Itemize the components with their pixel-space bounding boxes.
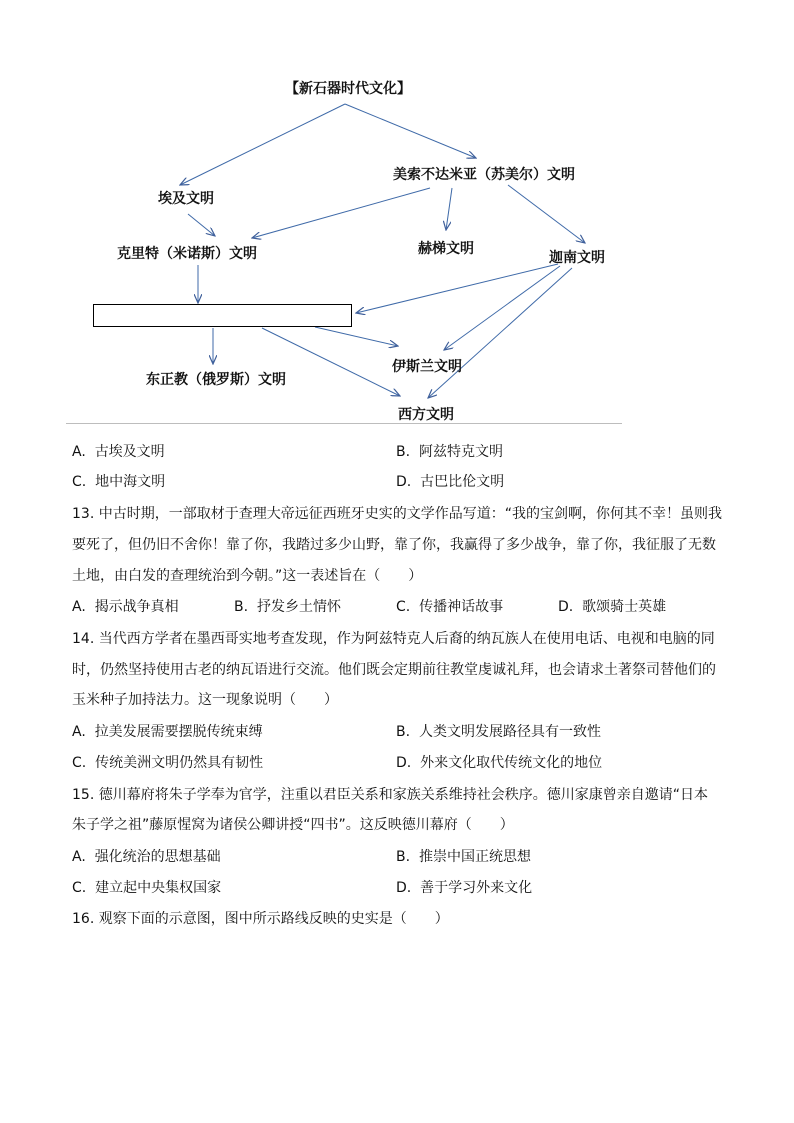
option-text: 歌颂骑士英雄	[582, 599, 667, 615]
option-text: 推崇中国正统思想	[418, 849, 531, 865]
option-text: 传统美洲文明仍然具有韧性	[95, 755, 264, 771]
option-key: B.	[396, 724, 411, 740]
arrow-egypt-crete	[188, 214, 215, 236]
option-key: B.	[396, 444, 411, 460]
q13-option-a[interactable]	[72, 597, 179, 617]
arrow-mesopotamia-hittite	[446, 188, 452, 230]
q12-option-d[interactable]	[396, 472, 504, 492]
arrow-canaan-blank	[356, 264, 558, 313]
arrow-mesopotamia-crete	[252, 188, 430, 238]
option-text: 人类文明发展路径具有一致性	[418, 724, 601, 740]
arrow-mesopotamia-canaan	[508, 185, 585, 243]
diagram-divider	[66, 423, 622, 424]
q15-option-b[interactable]	[396, 847, 531, 867]
q14-option-a[interactable]	[72, 722, 263, 742]
q15-line-2: 朱子学之祖”藤原惺窝为诸侯公卿讲授“四书”。这反映德川幕府（ ）	[72, 817, 514, 833]
q14-option-d[interactable]	[396, 753, 602, 773]
option-text: 古巴比伦文明	[420, 474, 505, 490]
q12-option-a[interactable]	[72, 442, 165, 462]
option-key: C.	[72, 755, 87, 771]
option-text: 揭示战争真相	[94, 599, 179, 615]
option-key: B.	[396, 849, 411, 865]
option-text: 古埃及文明	[94, 444, 165, 460]
arrow-neolithic-mesopotamia	[345, 104, 476, 158]
option-key: D.	[396, 474, 412, 490]
option-text: 阿兹特克文明	[418, 444, 503, 460]
q13-line-2: 要死了，但仍旧不舍你！靠了你，我踏过多少山野，靠了你，我赢得了多少战争，靠了你，我征服了无数	[72, 537, 716, 553]
option-key: B.	[234, 599, 249, 615]
q12-option-b[interactable]	[396, 442, 503, 462]
q13-option-b[interactable]	[234, 597, 341, 617]
q15-line-1: 15. 德川幕府将朱子学奉为官学，注重以君臣关系和家族关系维持社会秩序。德川家康曾亲自邀请“日本	[72, 787, 708, 803]
option-key: D.	[396, 755, 412, 771]
q13-option-d[interactable]	[558, 597, 666, 617]
option-key: C.	[72, 880, 87, 896]
q13-line-3: 土地，由白发的查理统治到今朝。”这一表述旨在（ ）	[72, 568, 423, 584]
q14-line-1: 14. 当代西方学者在墨西哥实地考查发现，作为阿兹特克人后裔的纳瓦族人在使用电话、电视和电脑的同	[72, 631, 715, 647]
arrow-canaan-islam	[444, 266, 560, 350]
option-text: 建立起中央集权国家	[95, 880, 222, 896]
q15-option-a[interactable]	[72, 847, 221, 867]
arrow-neolithic-egypt	[180, 104, 345, 185]
node-neolithic: 【新石器时代文化】	[285, 81, 411, 97]
node-orthodox: 东正教（俄罗斯）文明	[146, 372, 286, 388]
option-key: C.	[396, 599, 411, 615]
node-western: 西方文明	[398, 407, 454, 423]
option-key: A.	[72, 724, 86, 740]
q14-option-b[interactable]	[396, 722, 601, 742]
q16-line-1: 16. 观察下面的示意图，图中所示路线反映的史实是（ ）	[72, 911, 449, 927]
option-key: D.	[396, 880, 412, 896]
node-hittite: 赫梯文明	[418, 241, 474, 257]
node-islam: 伊斯兰文明	[392, 359, 462, 375]
q15-option-d[interactable]	[396, 878, 532, 898]
option-key: A.	[72, 599, 86, 615]
q14-option-c[interactable]	[72, 753, 263, 773]
node-blank-box	[93, 304, 352, 327]
option-key: A.	[72, 444, 86, 460]
arrow-blank-islam	[315, 327, 398, 346]
civilization-diagram	[0, 0, 794, 440]
option-text: 传播神话故事	[419, 599, 504, 615]
option-text: 抒发乡土情怀	[256, 599, 341, 615]
option-key: C.	[72, 474, 87, 490]
q13-option-c[interactable]	[396, 597, 503, 617]
option-text: 强化统治的思想基础	[94, 849, 221, 865]
option-text: 拉美发展需要摆脱传统束缚	[94, 724, 263, 740]
option-text: 外来文化取代传统文化的地位	[420, 755, 603, 771]
q12-option-c[interactable]	[72, 472, 165, 492]
option-key: D.	[558, 599, 574, 615]
q15-option-c[interactable]	[72, 878, 221, 898]
q14-line-2: 时，仍然坚持使用古老的纳瓦语进行交流。他们既会定期前往教堂虔诚礼拜，也会请求土著祭司替他们的	[72, 662, 716, 678]
q13-line-1: 13. 中古时期，一部取材于查理大帝远征西班牙史实的文学作品写道：“我的宝剑啊，你何其不幸！虽则我	[72, 506, 722, 522]
option-text: 地中海文明	[95, 474, 166, 490]
arrow-canaan-western	[428, 268, 572, 398]
node-egypt: 埃及文明	[158, 191, 214, 207]
node-canaan: 迦南文明	[549, 250, 605, 266]
q14-line-3: 玉米种子加持法力。这一现象说明（ ）	[72, 692, 338, 708]
node-mesopotamia: 美索不达米亚（苏美尔）文明	[393, 167, 575, 183]
option-text: 善于学习外来文化	[420, 880, 533, 896]
node-crete: 克里特（米诺斯）文明	[117, 246, 257, 262]
option-key: A.	[72, 849, 86, 865]
